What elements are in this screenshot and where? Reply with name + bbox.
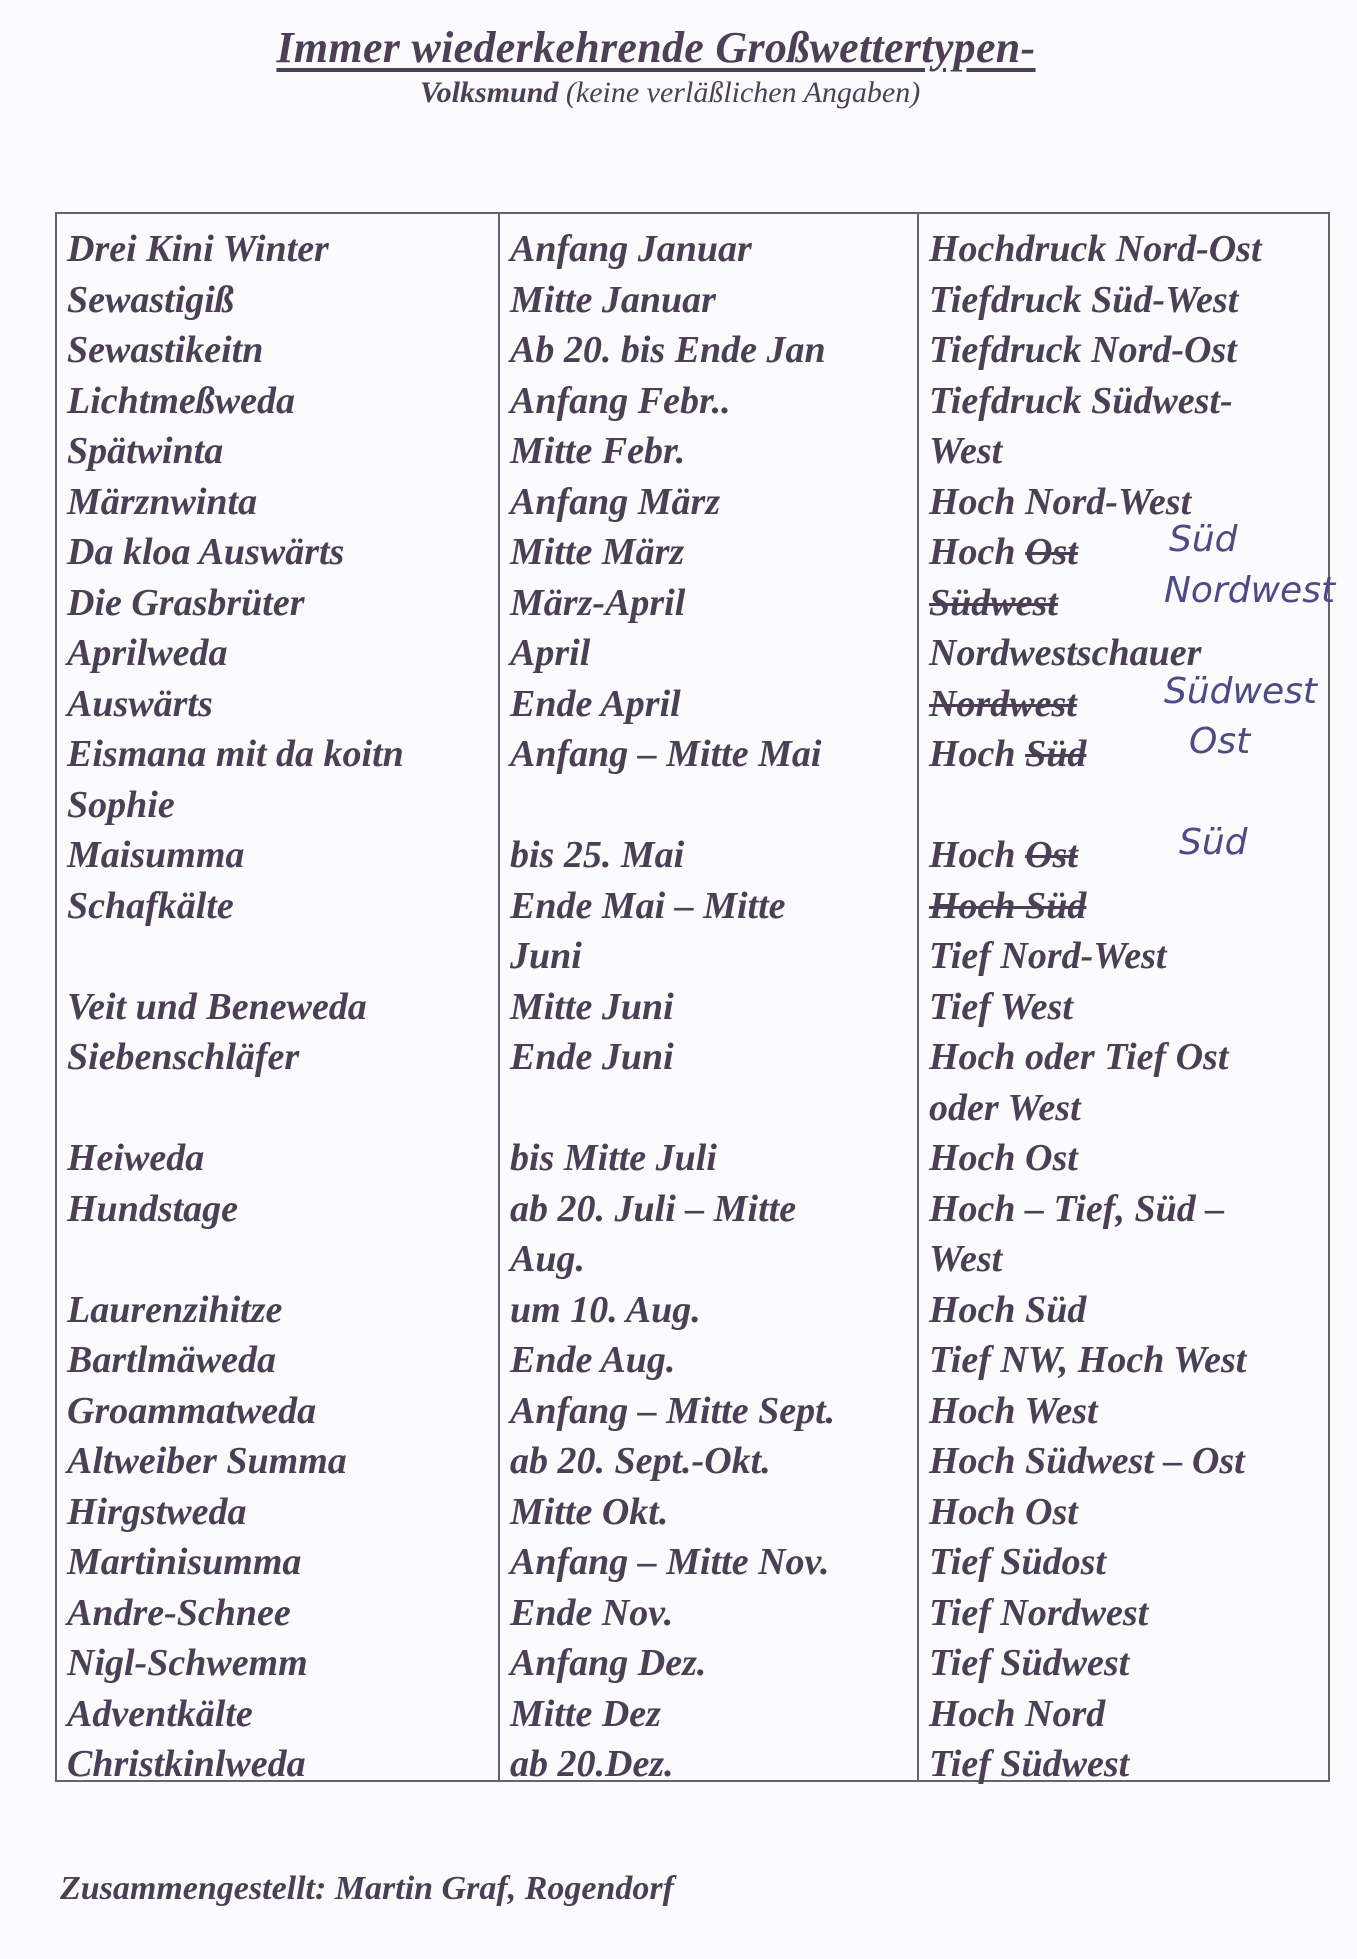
row-time: April	[510, 632, 591, 674]
row-name: Hundstage	[67, 1188, 239, 1230]
weather-text: Hoch Ost	[929, 1137, 1078, 1179]
row-time: Juni	[510, 935, 582, 977]
row-weather	[929, 1638, 1129, 1688]
row-name: Bartlmäweda	[67, 1339, 277, 1381]
row-weather	[929, 1335, 1246, 1385]
handwritten-correction: Ost	[1189, 721, 1251, 762]
row-name: Sewastikeitn	[67, 329, 264, 371]
row-weather	[929, 931, 1166, 981]
weather-text: Tief Südwest	[929, 1743, 1130, 1785]
row-time: ab 20. Sept.-Okt.	[510, 1440, 771, 1482]
row-time: Mitte Juni	[510, 986, 674, 1028]
row-time: Anfang – Mitte Nov.	[510, 1541, 830, 1583]
weather-text: Hoch – Tief, Süd –	[929, 1188, 1225, 1230]
weather-text: Hochdruck Nord-Ost	[929, 228, 1262, 270]
weather-text: Tief Südwest	[929, 1642, 1130, 1684]
row-name: Sewastigiß	[67, 279, 234, 321]
row-time: Anfang Januar	[510, 228, 752, 270]
row-weather	[929, 1184, 1224, 1234]
document-subtitle	[420, 76, 920, 110]
row-weather	[929, 1487, 1078, 1537]
row-weather	[929, 578, 1058, 628]
row-name: Eismana mit da koitn	[67, 733, 404, 775]
row-name: Christkinlweda	[67, 1743, 306, 1785]
weather-text: Hoch Süd	[929, 1289, 1087, 1331]
row-weather	[929, 1133, 1078, 1183]
struck-weather-text: Südwest	[929, 582, 1058, 624]
row-weather	[929, 1234, 1002, 1284]
row-name: Spätwinta	[67, 430, 224, 472]
row-time: Mitte Okt.	[510, 1491, 669, 1533]
row-weather	[929, 729, 1086, 779]
row-name: Aprilweda	[67, 632, 228, 674]
row-name: Andre-Schnee	[67, 1592, 291, 1634]
row-name: Groammatweda	[67, 1390, 317, 1432]
row-name: Nigl-Schwemm	[67, 1642, 308, 1684]
row-weather	[929, 1537, 1106, 1587]
row-weather	[929, 477, 1191, 527]
weather-text: Tiefdruck Nord-Ost	[929, 329, 1237, 371]
struck-weather-text: Ost	[1025, 834, 1078, 876]
weather-text: Hoch	[929, 733, 1026, 775]
row-weather	[929, 830, 1078, 880]
subtitle-source: Volksmund	[420, 76, 559, 109]
struck-weather-text: Ost	[1025, 531, 1078, 573]
weather-text: Tief Nord-West	[929, 935, 1167, 977]
row-time: Mitte März	[510, 531, 685, 573]
row-time: Mitte Febr.	[510, 430, 686, 472]
handwritten-correction: Süd	[1179, 822, 1248, 863]
row-name: Veit und Beneweda	[67, 986, 367, 1028]
row-name: Siebenschläfer	[67, 1036, 300, 1078]
row-weather	[929, 224, 1262, 274]
weather-text: Hoch Nord	[929, 1693, 1106, 1735]
weather-text: Tiefdruck Südwest-	[929, 380, 1233, 422]
row-weather	[929, 1386, 1098, 1436]
row-time: Mitte Januar	[510, 279, 716, 321]
row-time: bis Mitte Juli	[510, 1137, 717, 1179]
row-name: Märznwinta	[67, 481, 258, 523]
row-name: Drei Kini Winter	[67, 228, 329, 270]
row-time: Ende Mai – Mitte	[510, 885, 786, 927]
row-time: ab 20.Dez.	[510, 1743, 674, 1785]
row-weather	[929, 1436, 1245, 1486]
row-weather	[929, 982, 1073, 1032]
row-weather	[929, 376, 1233, 426]
row-name: Altweiber Summa	[67, 1440, 347, 1482]
weather-text: Nordwestschauer	[929, 632, 1202, 674]
row-name: Adventkälte	[67, 1693, 253, 1735]
row-time: bis 25. Mai	[510, 834, 685, 876]
weather-text: Hoch Nord-West	[929, 481, 1192, 523]
weather-text: Tief Südost	[929, 1541, 1106, 1583]
row-time: Ende April	[510, 683, 681, 725]
weather-text: West	[929, 1238, 1003, 1280]
handwritten-correction: Süd	[1169, 519, 1238, 560]
weather-text: Hoch West	[929, 1390, 1098, 1432]
struck-weather-text: Süd	[1025, 733, 1087, 775]
row-name: Schafkälte	[67, 885, 234, 927]
weather-text: Hoch Südwest – Ost	[929, 1440, 1245, 1482]
row-weather	[929, 881, 1086, 931]
document-title-block	[0, 22, 1357, 73]
subtitle-note: (keine verläßlichen Angaben)	[558, 76, 921, 109]
row-time: Ende Aug.	[510, 1339, 676, 1381]
row-name: Sophie	[67, 784, 175, 826]
weather-text: Hoch	[929, 834, 1026, 876]
row-time: März-April	[510, 582, 686, 624]
row-time: Anfang März	[510, 481, 721, 523]
row-time: Aug.	[510, 1238, 585, 1280]
row-name: Hirgstweda	[67, 1491, 247, 1533]
row-weather	[929, 426, 1002, 476]
struck-weather-text: Nordwest	[929, 683, 1077, 725]
row-time: Anfang – Mitte Mai	[510, 733, 822, 775]
row-time: Anfang Febr..	[510, 380, 731, 422]
weather-text: Tief NW, Hoch West	[929, 1339, 1247, 1381]
row-time: ab 20. Juli – Mitte	[510, 1188, 797, 1230]
weather-text: Tief Nordwest	[929, 1592, 1149, 1634]
row-time: Ende Juni	[510, 1036, 674, 1078]
weather-text: Tiefdruck Süd-West	[929, 279, 1239, 321]
row-weather	[929, 275, 1238, 325]
handwritten-correction: Südwest	[1164, 671, 1317, 712]
row-name: Maisumma	[67, 834, 245, 876]
document-title: Immer wiederkehrende Großwettertypen-	[276, 23, 1036, 72]
row-name: Heiweda	[67, 1137, 205, 1179]
row-weather	[929, 679, 1077, 729]
row-time: Anfang – Mitte Sept.	[510, 1390, 836, 1432]
weather-text: Hoch Ost	[929, 1491, 1078, 1533]
row-name: Auswärts	[67, 683, 213, 725]
row-name: Martinisumma	[67, 1541, 302, 1583]
row-weather	[929, 628, 1201, 678]
weather-types-table	[55, 212, 1336, 1785]
footer-credit: Zusammengestellt: Martin Graf, Rogendorf	[60, 1870, 674, 1907]
row-time: um 10. Aug.	[510, 1289, 701, 1331]
row-name: Lichtmeßweda	[67, 380, 295, 422]
column-divider	[917, 214, 919, 1780]
row-weather	[929, 1083, 1081, 1133]
row-time: Ab 20. bis Ende Jan	[510, 329, 826, 371]
weather-text: oder West	[929, 1087, 1081, 1129]
struck-weather-text: Hoch Süd	[929, 885, 1087, 927]
handwritten-correction: Nordwest	[1164, 570, 1336, 611]
row-name: Da kloa Auswärts	[67, 531, 345, 573]
row-name: Die Grasbrüter	[67, 582, 305, 624]
row-weather	[929, 1032, 1228, 1082]
row-weather	[929, 1285, 1086, 1335]
row-weather	[929, 1689, 1105, 1739]
row-time: Mitte Dez	[510, 1693, 661, 1735]
row-time: Ende Nov.	[510, 1592, 674, 1634]
weather-text: Hoch oder Tief Ost	[929, 1036, 1229, 1078]
row-time: Anfang Dez.	[510, 1642, 707, 1684]
row-weather	[929, 527, 1078, 577]
weather-text: West	[929, 430, 1003, 472]
weather-text: Tief West	[929, 986, 1073, 1028]
row-weather	[929, 1739, 1129, 1789]
row-name: Laurenzihitze	[67, 1289, 283, 1331]
column-divider	[498, 214, 500, 1780]
row-weather	[929, 325, 1237, 375]
weather-text: Hoch	[929, 531, 1026, 573]
row-weather	[929, 1588, 1148, 1638]
